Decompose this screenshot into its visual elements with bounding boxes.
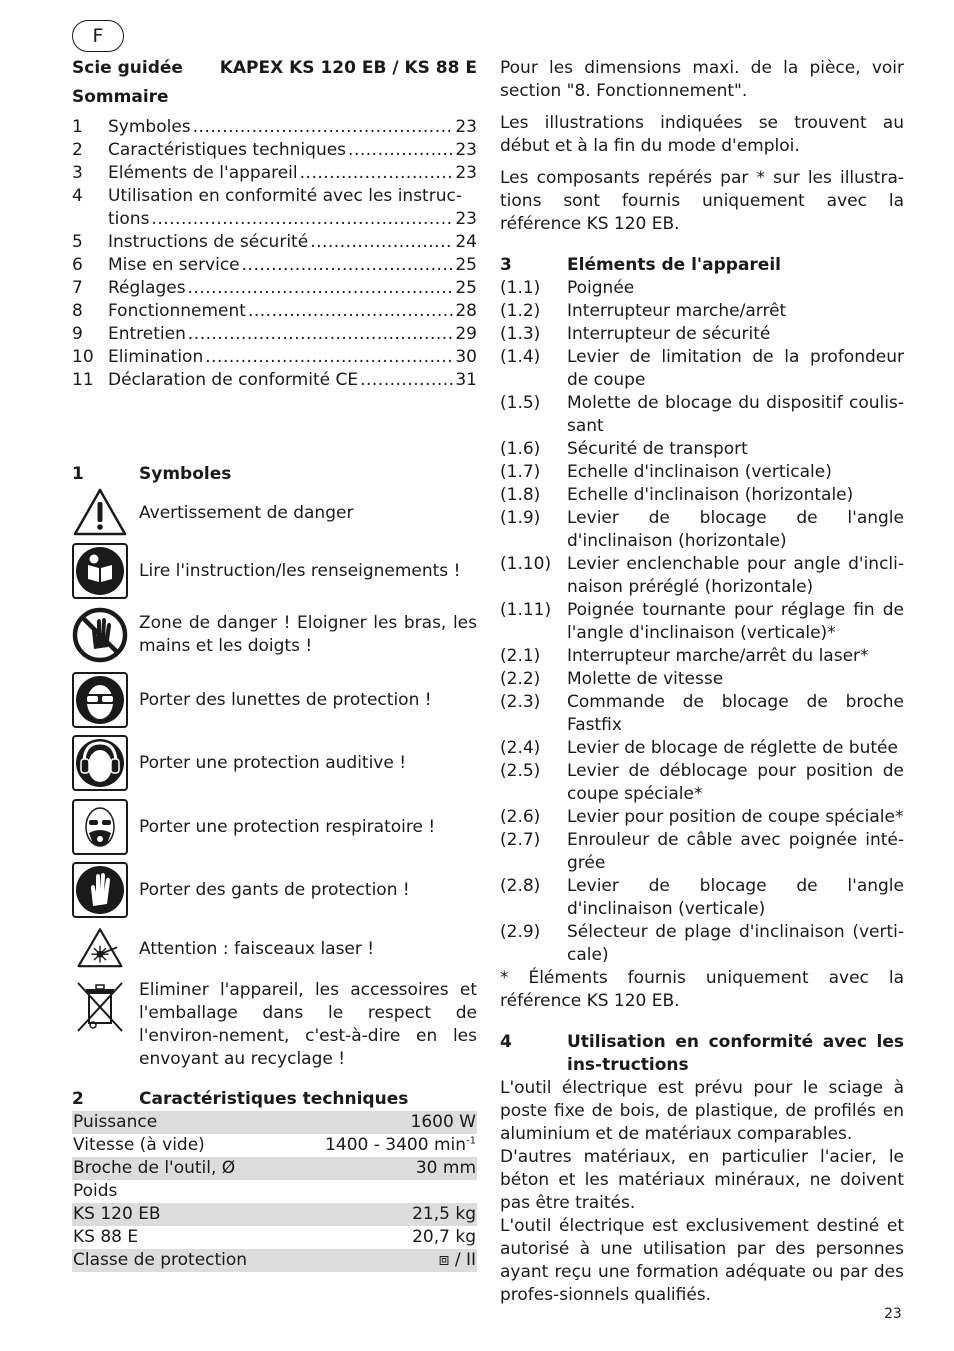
spec-row (72, 1249, 477, 1272)
toc-entry-page: 31 (455, 370, 477, 390)
toc-entry[interactable] (72, 116, 477, 139)
toc-entry-page: 25 (455, 278, 477, 298)
item-reference: (1.11) (500, 600, 552, 620)
list-item (500, 760, 904, 806)
toc-leader-dots (151, 208, 453, 231)
toc-title: Sommaire (72, 87, 169, 107)
item-reference: (2.4) (500, 738, 541, 758)
item-reference: (1.6) (500, 439, 541, 459)
spec-row (72, 1134, 477, 1157)
product-type: Scie guidée (72, 58, 183, 78)
toc-leader-dots (188, 277, 454, 300)
item-description: Levier de limitation de la profondeur de coupe (567, 347, 904, 390)
toc-leader-dots (300, 162, 454, 185)
toc-entry-number: 9 (72, 324, 83, 344)
toc-entry-number: 11 (72, 370, 94, 390)
toc-leader-dots (310, 231, 453, 254)
respirator-icon (72, 799, 128, 855)
list-item (500, 645, 904, 668)
symbol-list (72, 490, 477, 1071)
list-item (500, 300, 904, 323)
left-column (72, 57, 477, 1272)
spec-label: Puissance (73, 1112, 158, 1132)
parts-footnote: * Éléments fournis uniquement avec la référence KS 120 EB. (500, 968, 904, 1011)
item-description: Molette de blocage du dispositif coulis-sant (567, 393, 904, 436)
product-model: KAPEX KS 120 EB / KS 88 E (219, 58, 477, 78)
item-description: Levier enclenchable pour angle d'incli-naison préréglé (horizontale) (567, 554, 904, 597)
warning-triangle-icon (72, 485, 128, 541)
item-reference: (2.7) (500, 830, 541, 850)
section-2-heading: 2 Caractéristiques techniques (72, 1089, 409, 1109)
toc-entry[interactable] (72, 346, 477, 369)
list-item (500, 668, 904, 691)
toc-entry-label: Utilisation en conformité avec les instruc- (108, 186, 462, 206)
symbol-row: Avertissement de danger (72, 490, 477, 536)
toc-entry[interactable] (72, 300, 477, 323)
toc-entry-page: 29 (455, 324, 477, 344)
item-reference: (2.9) (500, 922, 541, 942)
item-description: Levier de blocage de l'angle d'inclinaison (horizontale) (567, 508, 904, 551)
list-item (500, 323, 904, 346)
item-description: Levier de blocage de l'angle d'inclinaison (verticale) (567, 876, 904, 919)
symbol-row: Porter des gants de protection ! (72, 859, 477, 921)
item-description: Commande de blocage de broche Fastfix (567, 692, 904, 735)
spec-label: KS 120 EB (73, 1204, 161, 1224)
read-manual-icon (72, 543, 128, 599)
list-item (500, 691, 904, 737)
spec-value: 21,5 kg (412, 1204, 476, 1224)
toc-entry-label: tions (108, 209, 150, 229)
toc-entry[interactable] (72, 254, 477, 277)
toc-entry-label: Entretien (108, 324, 186, 344)
toc-entry-label: Réglages (108, 278, 186, 298)
item-description: Enrouleur de câble avec poignée inté-grée (567, 830, 904, 873)
item-description: Molette de vitesse (567, 669, 724, 689)
toc-entry-page: 23 (455, 209, 477, 229)
symbol-row: Attention : faisceaux laser ! (72, 925, 477, 973)
list-item (500, 438, 904, 461)
toc-leader-dots (360, 369, 453, 392)
spec-unit-exponent: -1 (466, 1135, 476, 1147)
symbol-row: Porter une protection auditive ! (72, 732, 477, 794)
toc-entry[interactable] (72, 139, 477, 162)
item-reference: (2.8) (500, 876, 541, 896)
toc-entry-page: 25 (455, 255, 477, 275)
toc-entry-label: Instructions de sécurité (108, 232, 309, 252)
toc-entry[interactable] (72, 323, 477, 346)
item-description: Interrupteur marche/arrêt du laser* (567, 646, 869, 666)
parts-list (500, 277, 904, 967)
safety-goggles-icon (72, 672, 128, 728)
intro-paragraph: Pour les dimensions maxi. de la pièce, voir section "8. Fonctionnement". (500, 58, 904, 101)
item-description: Levier de déblocage pour position de coupe spéciale* (567, 761, 904, 804)
list-item (500, 461, 904, 484)
list-item (500, 875, 904, 921)
toc-entry-page: 30 (455, 347, 477, 367)
item-reference: (2.3) (500, 692, 541, 712)
spec-label: Poids (73, 1181, 118, 1201)
language-badge: F (72, 20, 124, 52)
toc-leader-dots (193, 116, 454, 139)
spec-value: 1600 W (410, 1112, 476, 1132)
spec-row (72, 1157, 477, 1180)
list-item (500, 484, 904, 507)
toc-entry[interactable] (72, 162, 477, 185)
toc-entry-number: 1 (72, 117, 83, 137)
document-header (72, 57, 477, 80)
toc-entry-label: Symboles (108, 117, 191, 137)
toc-entry[interactable] (72, 369, 477, 392)
toc-entry[interactable] (72, 231, 477, 254)
item-description: Echelle d'inclinaison (horizontale) (567, 485, 854, 505)
item-description: Levier pour position de coupe spéciale* (567, 807, 904, 827)
toc-entry-page: 28 (455, 301, 477, 321)
item-description: Poignée tournante pour réglage fin de l'angle d'inclinaison (verticale)* (567, 600, 904, 643)
symbol-row: Zone de danger ! Eloigner les bras, les mains et les doigts ! (72, 604, 477, 666)
toc-entry-page: 23 (455, 163, 477, 183)
toc-entry-label: Déclaration de conformité CE (108, 370, 359, 390)
item-description: Interrupteur marche/arrêt (567, 301, 787, 321)
usage-paragraph: L'outil électrique est exclusivement destiné et autorisé à une utilisation par des personnes ayant reçu une formation adéquate ou par des profes-sionnels qualifiés. (500, 1216, 904, 1305)
item-reference: (1.3) (500, 324, 541, 344)
toc-entry-number: 8 (72, 301, 83, 321)
symbol-row: Porter des lunettes de protection ! (72, 669, 477, 731)
toc-entry-number: 3 (72, 163, 83, 183)
section-4-heading: 4 Utilisation en conformité avec les ins-tructions (500, 1032, 904, 1075)
item-reference: (1.7) (500, 462, 541, 482)
symbol-row: Lire l'instruction/les renseignements ! (72, 540, 477, 602)
spec-row (72, 1226, 477, 1249)
item-reference: (2.6) (500, 807, 541, 827)
toc-entry-label: Elimination (108, 347, 204, 367)
page-number: 23 (884, 1306, 902, 1322)
spec-row (72, 1203, 477, 1226)
item-reference: (1.9) (500, 508, 541, 528)
toc-entry-number: 7 (72, 278, 83, 298)
section-1-heading: 1 Symboles (72, 464, 232, 484)
toc-entry-page: 23 (455, 140, 477, 160)
item-reference: (1.10) (500, 554, 552, 574)
list-item (500, 737, 904, 760)
item-reference: (1.2) (500, 301, 541, 321)
item-reference: (2.5) (500, 761, 541, 781)
laser-warning-icon (72, 925, 128, 973)
right-column (500, 57, 904, 1307)
toc-entry-label: Mise en service (108, 255, 240, 275)
toc-leader-dots (248, 300, 453, 323)
spec-row (72, 1180, 477, 1203)
item-description: Levier de blocage de réglette de butée (567, 738, 898, 758)
crossed-bin-icon (72, 979, 128, 1035)
spec-label: KS 88 E (73, 1227, 139, 1247)
item-description: Echelle d'inclinaison (verticale) (567, 462, 832, 482)
toc-leader-dots (188, 323, 453, 346)
item-description: Interrupteur de sécurité (567, 324, 771, 344)
spec-label: Broche de l'outil, Ø (73, 1158, 236, 1178)
spec-value: 20,7 kg (412, 1227, 476, 1247)
item-description: Sécurité de transport (567, 439, 748, 459)
intro-paragraph: Les composants repérés par * sur les illustra-tions sont fournis uniquement avec la référence KS 120 EB. (500, 168, 904, 234)
list-item (500, 829, 904, 875)
section-3-heading: 3 Eléments de l'appareil (500, 255, 781, 275)
ear-protection-icon (72, 735, 128, 791)
toc-entry-number: 5 (72, 232, 83, 252)
spec-label: Vitesse (à vide) (73, 1135, 205, 1155)
toc-entry-label: Fonctionnement (108, 301, 246, 321)
list-item (500, 346, 904, 392)
table-of-contents (72, 116, 477, 392)
item-reference: (1.8) (500, 485, 541, 505)
toc-entry-page: 24 (455, 232, 477, 252)
item-description: Poignée (567, 278, 635, 298)
symbol-row: Porter une protection respiratoire ! (72, 796, 477, 858)
spec-label: Classe de protection (73, 1250, 248, 1270)
list-item (500, 599, 904, 645)
intro-paragraph: Les illustrations indiquées se trouvent au début et à la fin du mode d'emploi. (500, 113, 904, 156)
list-item (500, 921, 904, 967)
item-description: Sélecteur de plage d'inclinaison (verti-cale) (567, 922, 904, 965)
list-item (500, 392, 904, 438)
gloves-icon (72, 862, 128, 918)
toc-entry-number: 6 (72, 255, 83, 275)
usage-paragraph: D'autres matériaux, en particulier l'acier, le béton et les matériaux minéraux, ne doivent pas être traités. (500, 1147, 904, 1213)
toc-entry-label: Caractéristiques techniques (108, 140, 347, 160)
item-reference: (1.1) (500, 278, 541, 298)
toc-leader-dots (205, 346, 453, 369)
no-hands-icon (72, 607, 128, 663)
item-reference: (2.1) (500, 646, 541, 666)
spec-table (72, 1111, 477, 1272)
toc-leader-dots (242, 254, 454, 277)
symbol-row: Eliminer l'appareil, les accessoires et l'emballage dans le respect de l'environ-nement, c'est-à-dire en les envoyant au recyclage ! (72, 979, 477, 1071)
toc-entry-number: 4 (72, 186, 83, 206)
toc-entry[interactable] (72, 277, 477, 300)
toc-entry[interactable] (72, 185, 477, 231)
toc-entry-number: 10 (72, 347, 94, 367)
list-item (500, 277, 904, 300)
spec-value: 30 mm (415, 1158, 476, 1178)
toc-entry-label: Eléments de l'appareil (108, 163, 298, 183)
item-reference: (2.2) (500, 669, 541, 689)
toc-entry-number: 2 (72, 140, 83, 160)
usage-paragraph: L'outil électrique est prévu pour le sciage à poste fixe de bois, de plastique, de profilés en aluminium et de matériaux comparables. (500, 1078, 904, 1144)
spec-row (72, 1111, 477, 1134)
list-item (500, 806, 904, 829)
list-item (500, 553, 904, 599)
item-reference: (1.5) (500, 393, 541, 413)
toc-entry-page: 23 (455, 117, 477, 137)
toc-leader-dots (348, 139, 453, 162)
list-item (500, 507, 904, 553)
spec-value: ⧈ / II (438, 1250, 476, 1270)
spec-value: 1400 - 3400 $\min^{-1}$ (325, 1135, 476, 1155)
item-reference: (1.4) (500, 347, 541, 367)
